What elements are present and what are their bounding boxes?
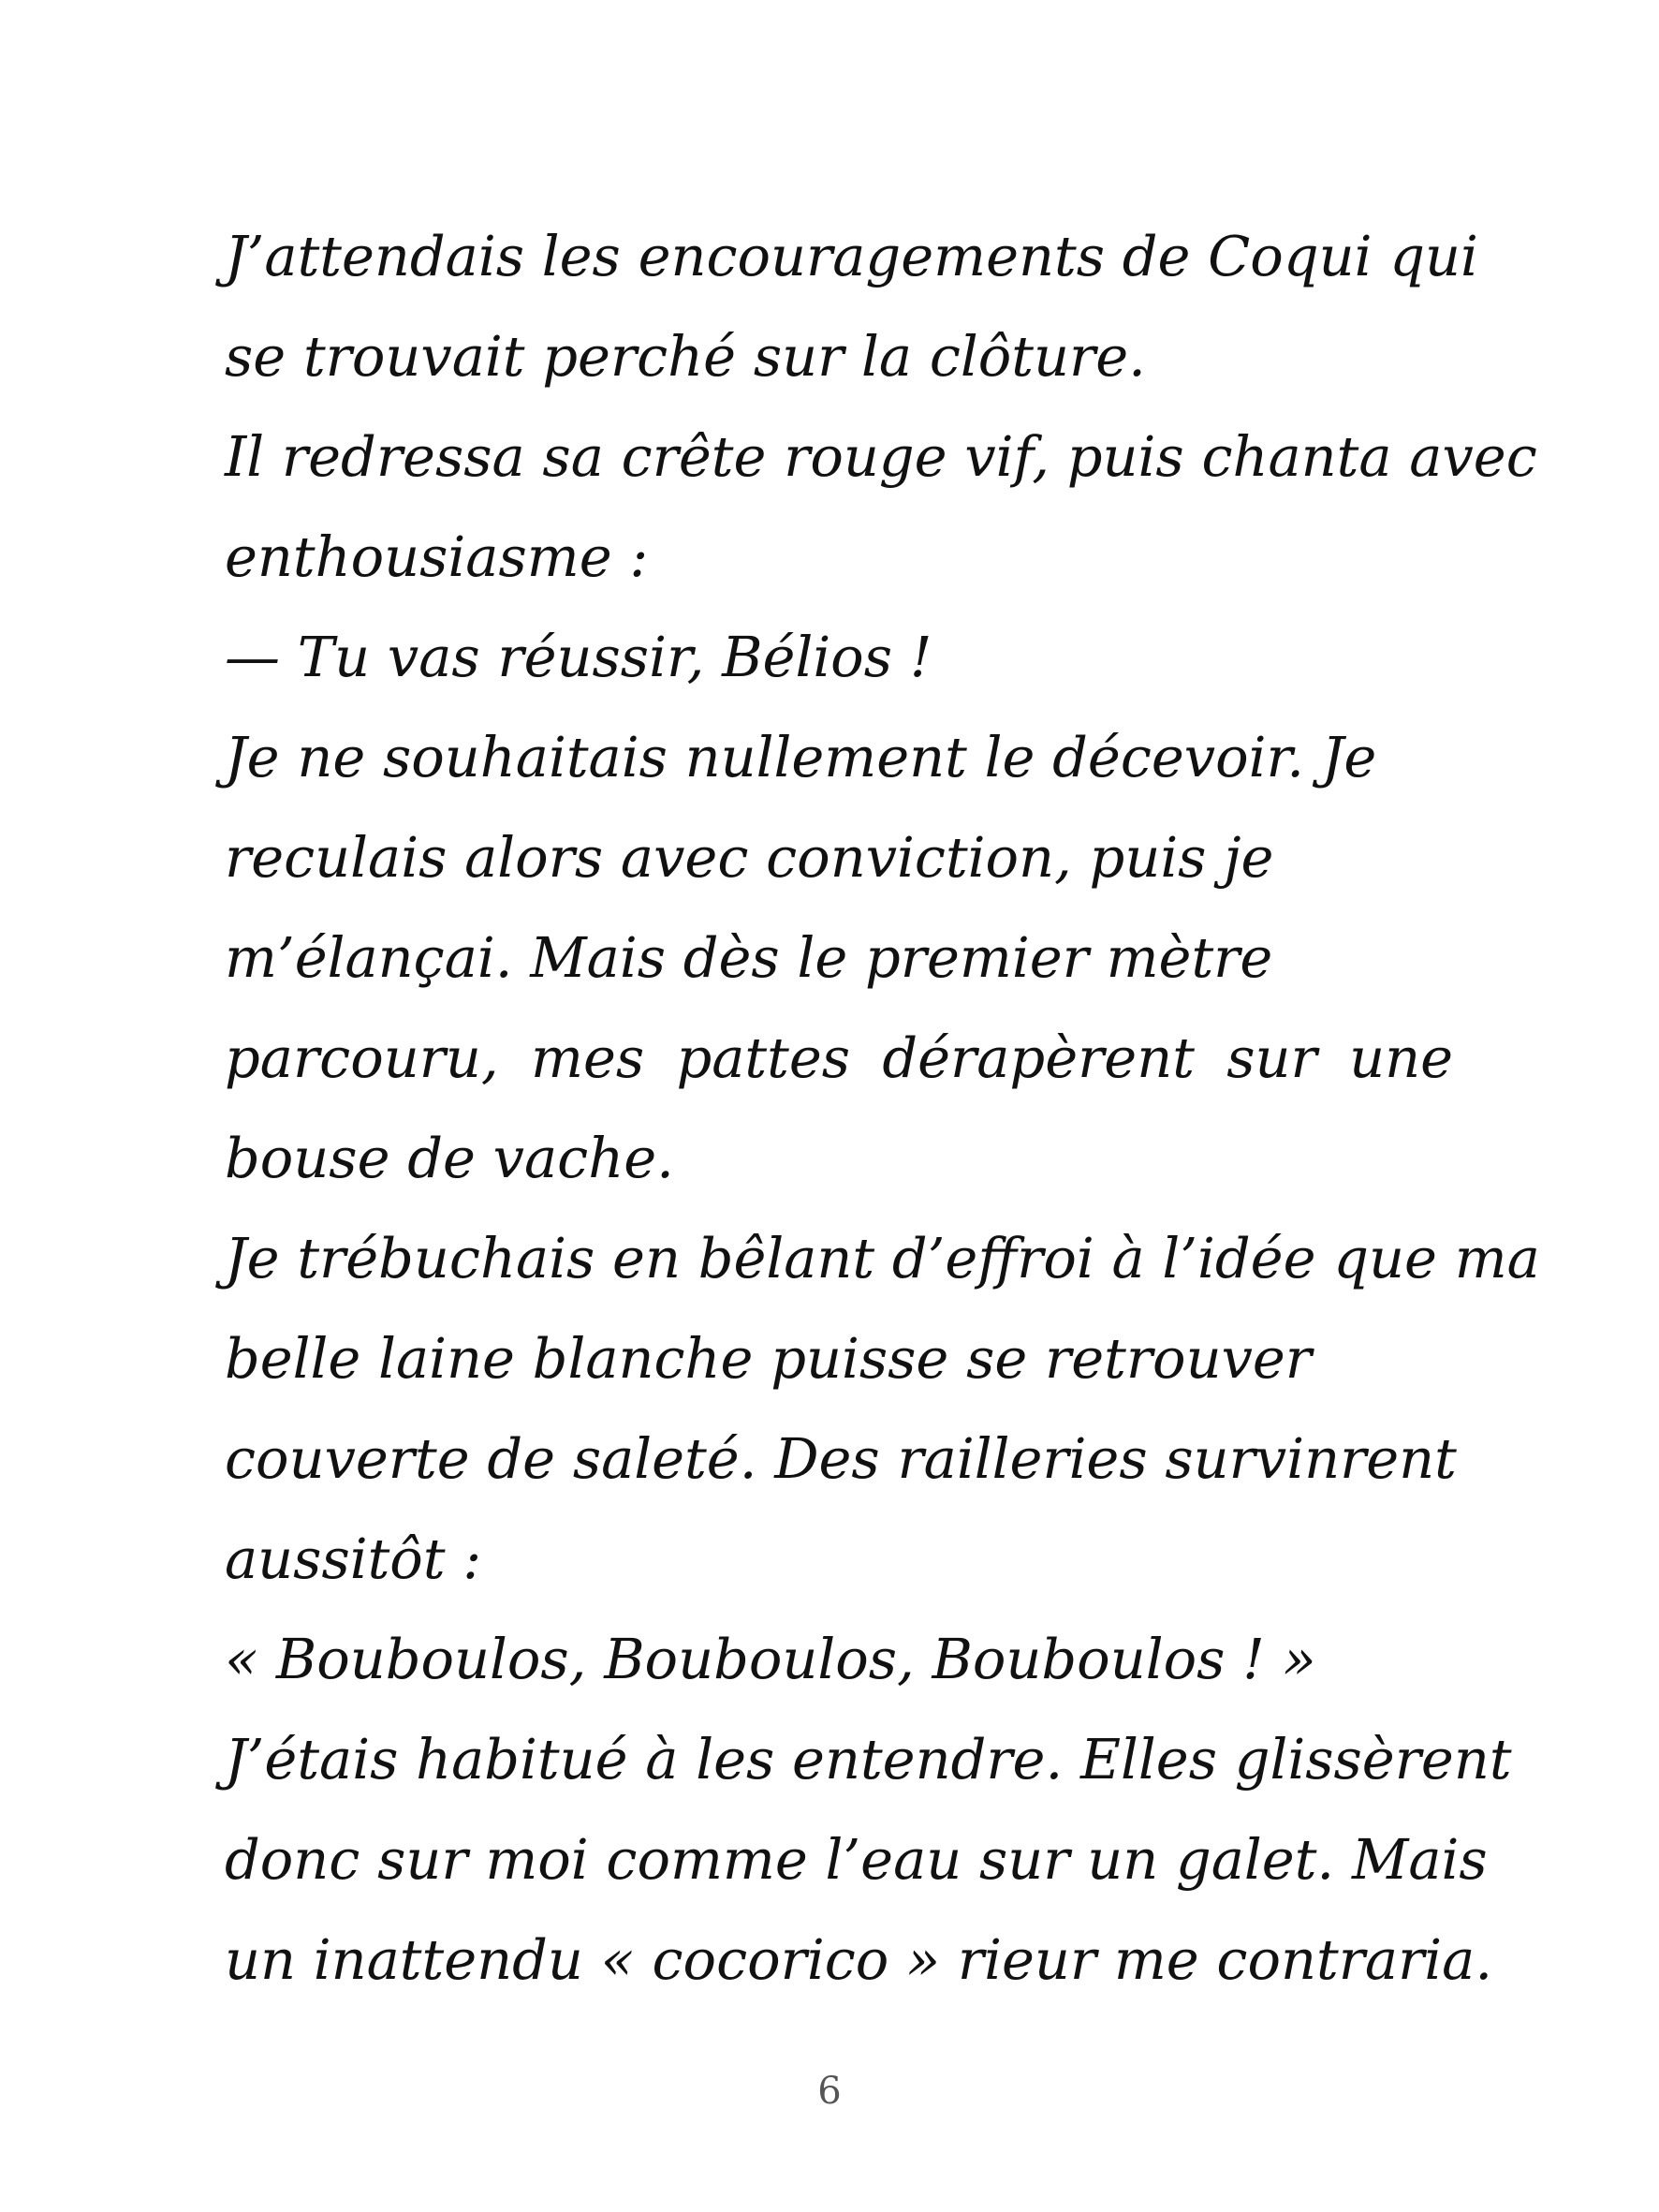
page-number: 6 — [817, 2070, 842, 2113]
text-line: J’étais habitué à les entendre. Elles glissèrent — [225, 1727, 1512, 1792]
text-line: parcouru, mes pattes dérapèrent sur une — [225, 1025, 1453, 1090]
text-line: bouse de vache. — [225, 1126, 674, 1190]
text-line: Il redressa sa crête rouge vif, puis chanta avec — [225, 424, 1537, 489]
text-line: couverte de saleté. Des railleries survinrent — [225, 1426, 1457, 1491]
text-line: Je ne souhaitais nullement le décevoir. Je — [225, 725, 1377, 789]
text-line: Je trébuchais en bêlant d’effroi à l’idée que ma — [225, 1226, 1540, 1290]
text-line: aussitôt : — [225, 1526, 482, 1591]
dialogue-line: — Tu vas réussir, Bélios ! — [225, 625, 932, 689]
text-line: reculais alors avec conviction, puis je — [225, 825, 1274, 890]
text-line: donc sur moi comme l’eau sur un galet. Mais — [225, 1827, 1488, 1892]
text-line: belle laine blanche puisse se retrouver — [225, 1326, 1313, 1391]
text-line: J’attendais les encouragements de Coqui qui — [225, 224, 1478, 288]
text-line: se trouvait perché sur la clôture. — [225, 324, 1146, 389]
text-line: un inattendu « cocorico » rieur me contraria. — [225, 1927, 1493, 1992]
body-text — [225, 206, 1540, 2010]
quote-line: « Bouboulos, Bouboulos, Bouboulos ! » — [225, 1627, 1316, 1691]
text-line: enthousiasme : — [225, 524, 649, 589]
text-line: m’élançai. Mais dès le premier mètre — [225, 925, 1273, 990]
